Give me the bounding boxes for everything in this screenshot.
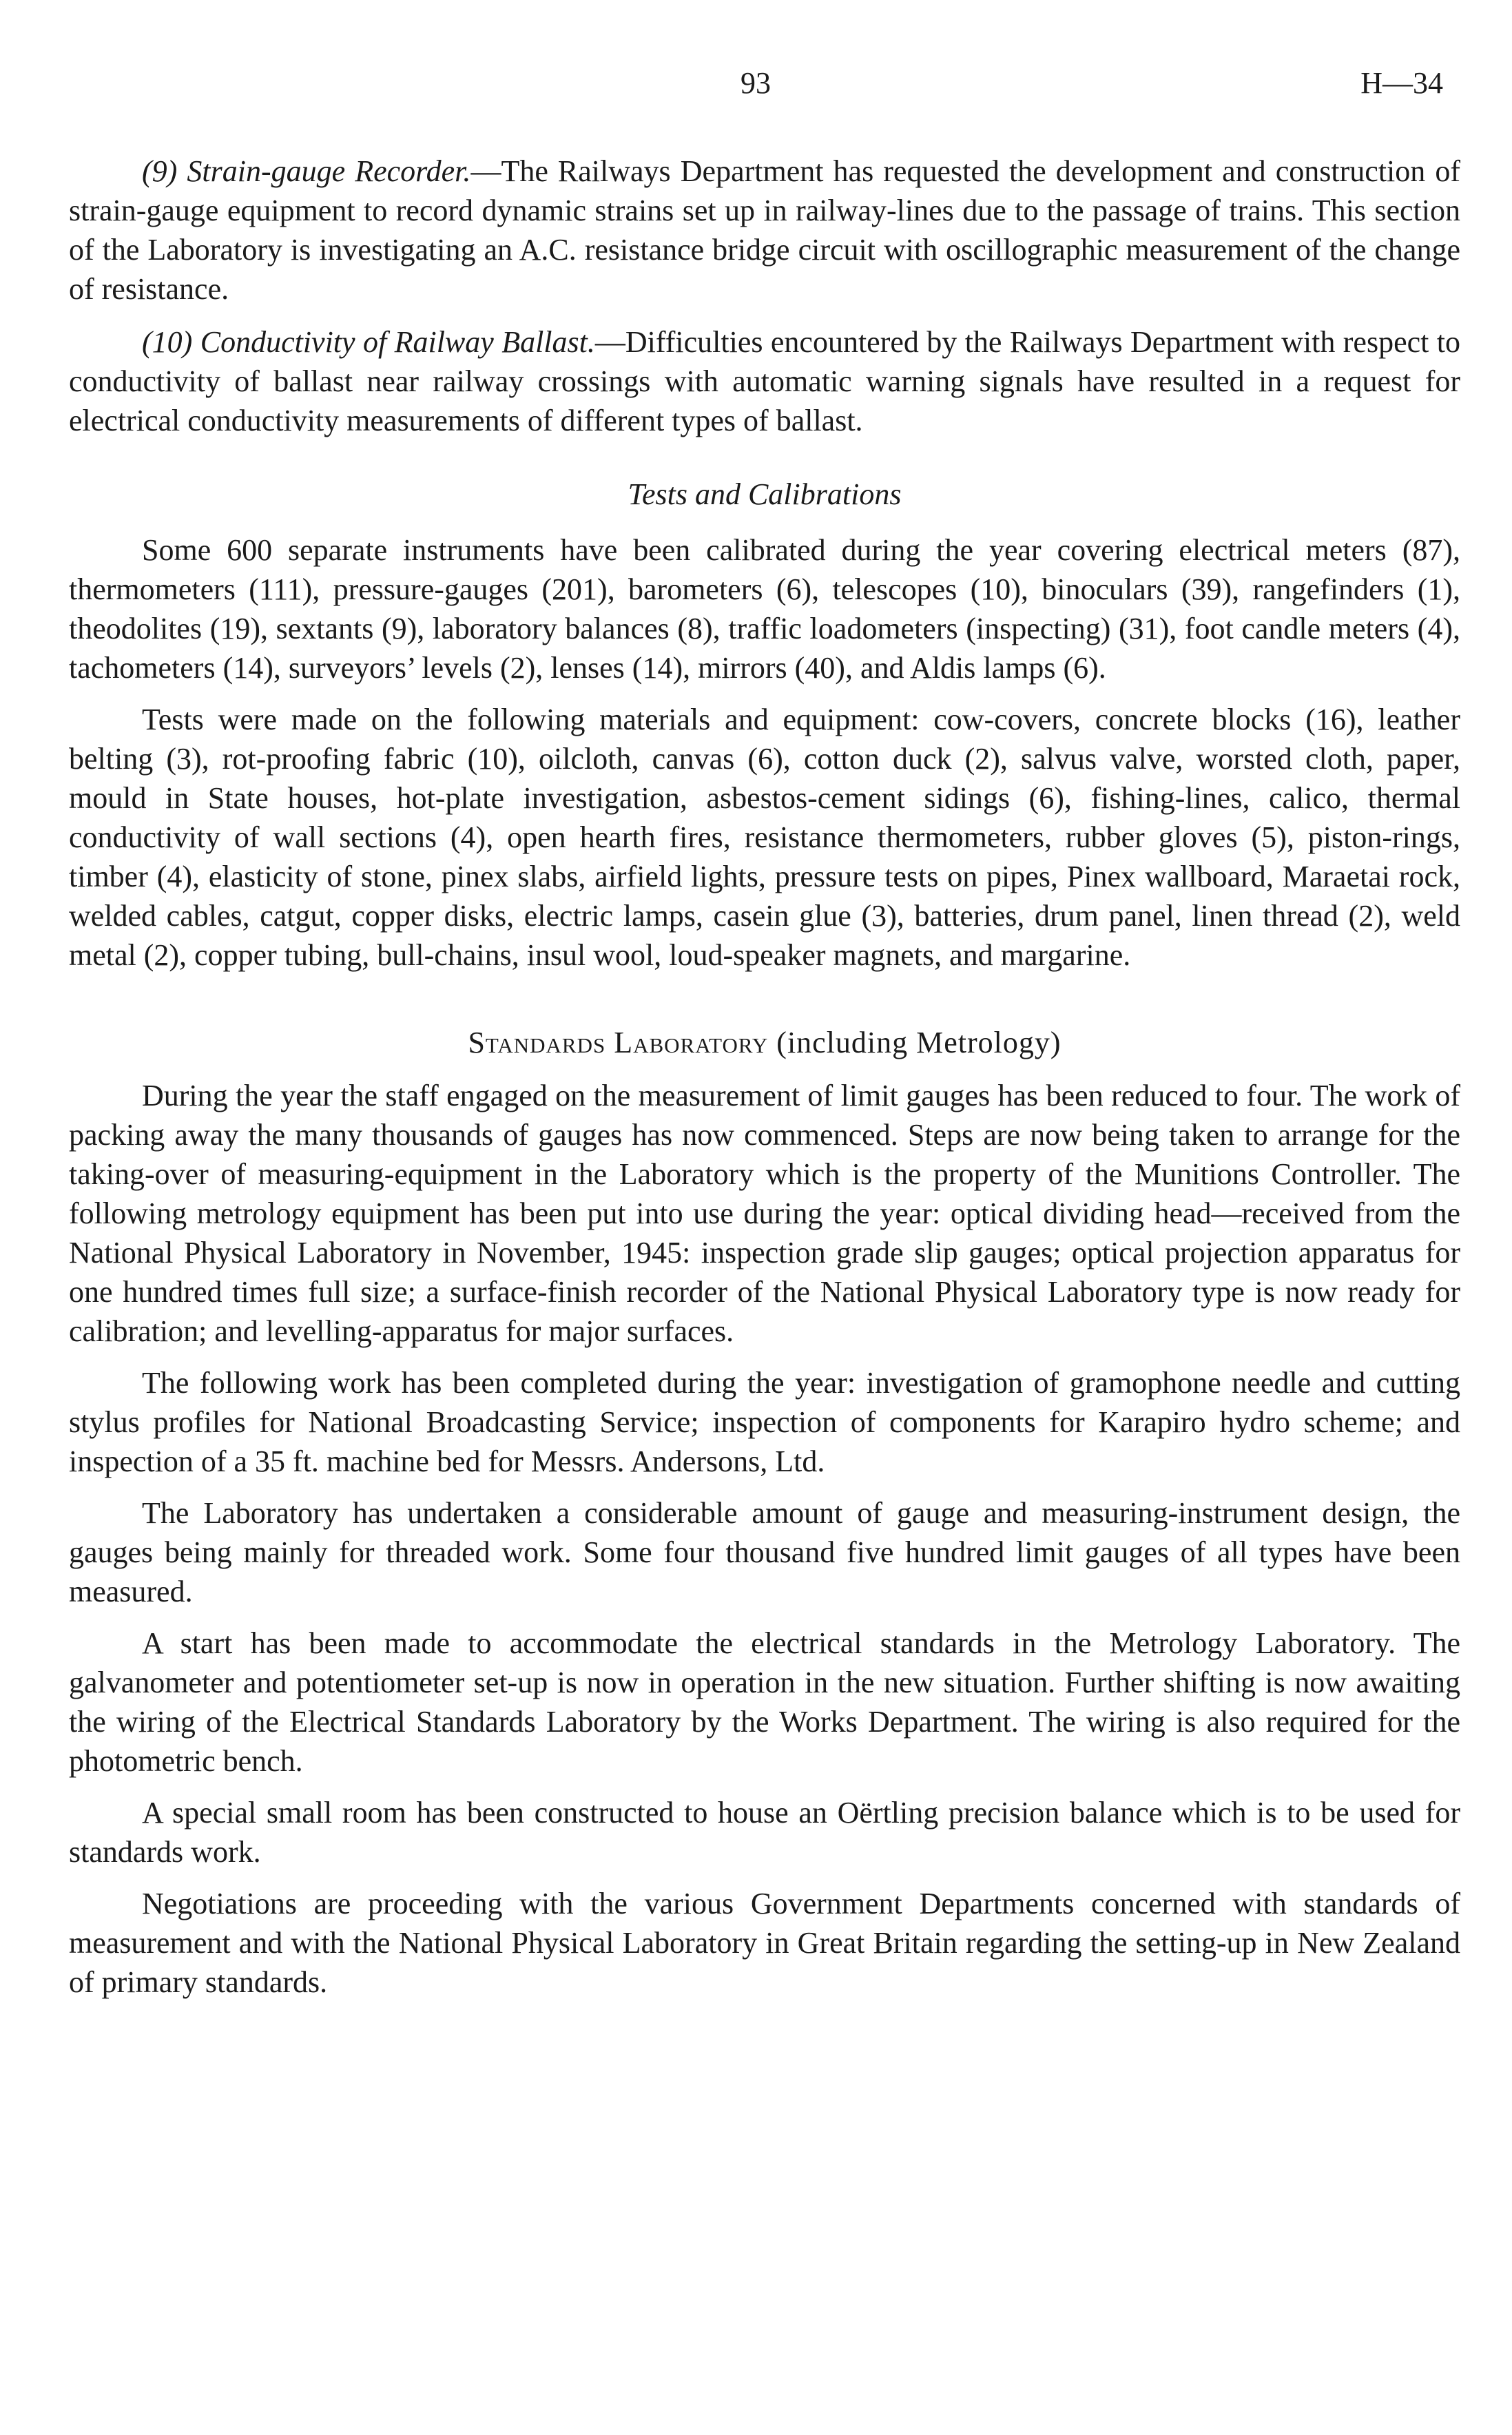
section-heading-tests-calibrations: Tests and Calibrations — [628, 477, 902, 511]
paragraph-text: —The Railways Department has requested the development and construction of strain-gauge equipment to record dynamic strains set up in railway-lines due to the passage of trains. This section of the Laboratory is investigating an A.C. resistance bridge circuit with oscillographic measurement of the change of resistance. — [69, 154, 1460, 306]
heading-suffix: (including Metrology) — [768, 1026, 1061, 1059]
heading-main: Standards Laboratory — [468, 1026, 769, 1059]
paragraph-limit-gauges: During the year the staff engaged on the measurement of limit gauges has been reduced to four. The work of packing away the many thousands of gauges has now commenced. Steps are now being taken to arrange for the taking-over of measuring-equipment in the Laboratory which is the property of the Munitions Controller. The following metrology equipment has been put into use during the year: optical dividing head—received from the National Physical Laboratory in November, 1945: inspection grade slip gauges; optical projection apparatus for one hundred times full size; a surface-finish recorder of the National Physical Laboratory type is now ready for calibration; and levelling-apparatus for major surfaces. — [69, 1079, 1460, 1348]
page-header — [0, 65, 1512, 107]
paragraph-work-completed: The following work has been completed during the year: investigation of gramophone needle and cutting stylus profiles for National Broadcasting Service; inspection of components for Karapiro hydro scheme; and inspection of a 35 ft. machine bed for Messrs. Andersons, Ltd. — [69, 1366, 1460, 1478]
section-heading-standards-laboratory — [69, 1023, 1460, 1062]
paragraph-conductivity-railway-ballast — [69, 322, 1460, 440]
report-code: H—34 — [1360, 66, 1443, 100]
paragraph-gauge-design: The Laboratory has undertaken a considerable amount of gauge and measuring-instrument design, the gauges being mainly for threaded work. Some four thousand five hundred limit gauges of all types have been measured. — [69, 1496, 1460, 1608]
paragraph-electrical-standards: A start has been made to accommodate the electrical standards in the Metrology Laboratory. The galvanometer and potentiometer set-up is now in operation in the new situation. Further shifting is now awaiting the wiring of the Electrical Standards Laboratory by the Works Department. The wiring is also required for the photometric bench. — [69, 1626, 1460, 1778]
page-content — [69, 152, 1460, 2002]
paragraph-text: —Difficulties encountered by the Railways Department with respect to conductivity of ballast near railway crossings with automatic warning signals have resulted in a request for electrical conductivity measurements of different types of ballast. — [69, 325, 1460, 437]
paragraph-negotiations: Negotiations are proceeding with the various Government Departments concerned with standards of measurement and with the National Physical Laboratory in Great Britain regarding the setting-up in New Zealand of primary standards. — [69, 1887, 1460, 1999]
page-number: 93 — [741, 66, 771, 100]
paragraph-title: (9) Strain-gauge Recorder. — [142, 154, 471, 188]
paragraph-strain-gauge-recorder — [69, 152, 1460, 309]
paragraph-title: (10) Conductivity of Railway Ballast. — [142, 325, 595, 359]
paragraph-materials-tested: Tests were made on the following materials and equipment: cow-covers, concrete blocks (16), leather belting (3), rot-proofing fabric (10), oilcloth, canvas (6), cotton duck (2), salvus valve, worsted cloth, paper, mould in State houses, hot-plate investigation, asbestos-cement sidings (6), fishing-lines, calico, thermal conductivity of wall sections (4), open hearth fires, resistance thermometers, rubber gloves (5), piston-rings, timber (4), elasticity of stone, pinex slabs, airfield lights, pressure tests on pipes, Pinex wallboard, Maraetai rock, welded cables, catgut, copper disks, electric lamps, casein glue (3), batteries, drum panel, linen thread (2), weld metal (2), copper tubing, bull-chains, insul wool, loud-speaker magnets, and margarine. — [69, 703, 1460, 972]
paragraph-balance-room: A special small room has been constructed to house an Oërtling precision balance which is to be used for standards work. — [69, 1796, 1460, 1869]
paragraph-instruments-calibrated: Some 600 separate instruments have been calibrated during the year covering electrical meters (87), thermometers (111), pressure-gauges (201), barometers (6), telescopes (10), binoculars (39), rangefinders (1), theodolites (19), sextants (9), laboratory balances (8), traffic loadometers (inspecting) (31), foot candle meters (4), tachometers (14), surveyors’ levels (2), lenses (14), mirrors (40), and Aldis lamps (6). — [69, 533, 1460, 685]
